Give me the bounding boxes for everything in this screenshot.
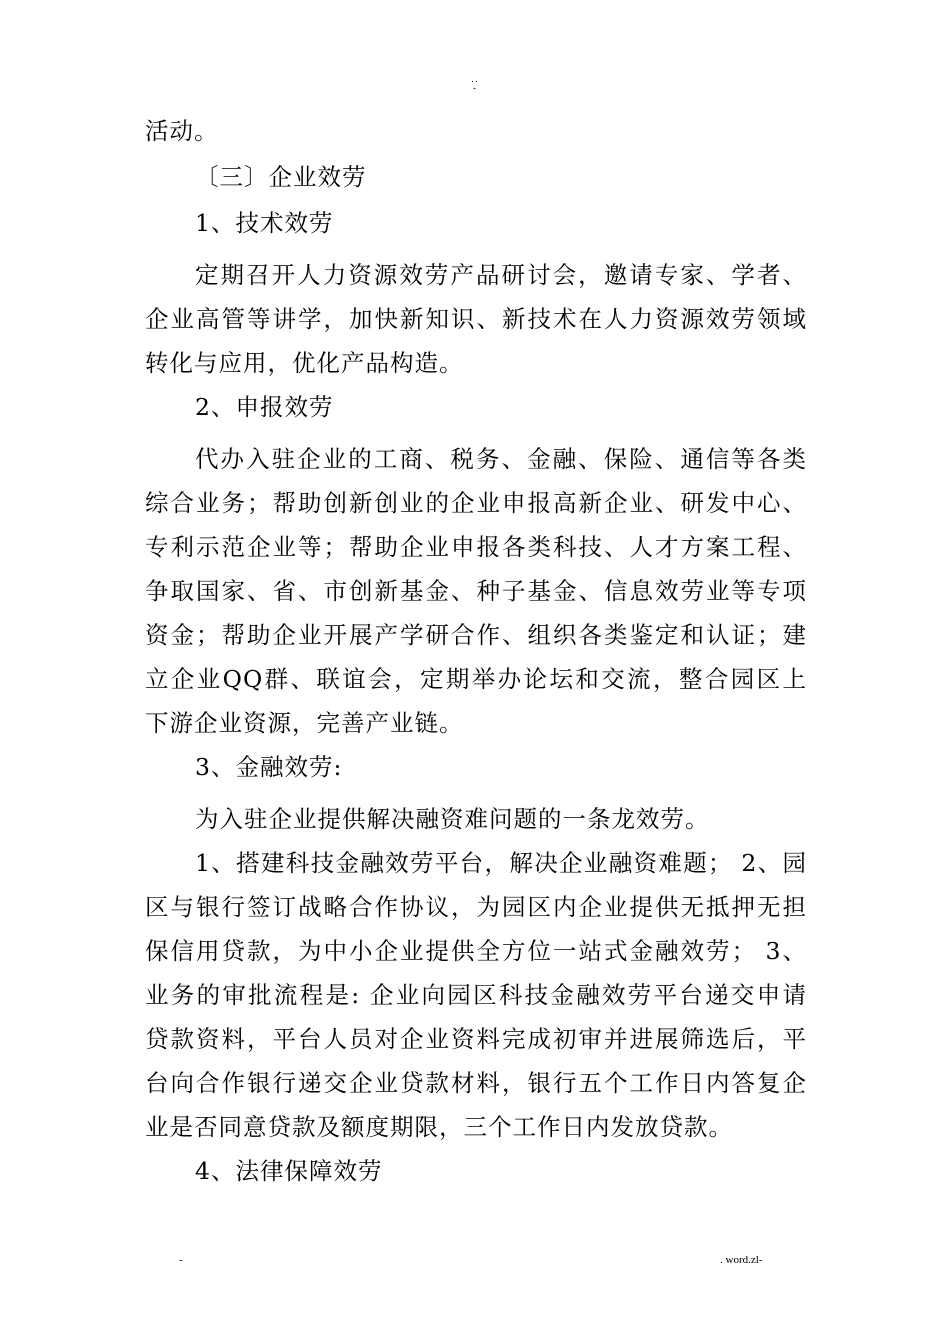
paragraph-line: 贷款资料，平台人员对企业资料完成初审并进展筛选后，平: [145, 1025, 807, 1053]
paragraph-line: 下游企业资源，完善产业链。: [145, 709, 464, 737]
header-mark-top: ..: [471, 75, 479, 85]
header-mark-bottom: -: [472, 84, 478, 94]
paragraph-line: 保信用贷款，为中小企业提供全方位一站式金融效劳； 3、: [145, 937, 807, 965]
paragraph-line: 资金；帮助企业开展产学研合作、组织各类鉴定和认证；建: [145, 621, 807, 649]
document-body: [145, 111, 807, 1197]
paragraph-line: 代办入驻企业的工商、税务、金融、保险、通信等各类: [195, 445, 807, 473]
paragraph-line: 转化与应用，优化产品构造。: [145, 349, 464, 377]
footer-watermark: . word.zl-: [720, 1254, 763, 1266]
paragraph-line: 专利示范企业等；帮助企业申报各类科技、人才方案工程、: [145, 533, 807, 561]
paragraph-line: 定期召开人力资源效劳产品研讨会，邀请专家、学者、: [195, 261, 807, 289]
subsection-heading: 3、金融效劳:: [195, 753, 343, 781]
header-mark: [0, 76, 950, 94]
paragraph-line: 1、搭建科技金融效劳平台，解决企业融资难题； 2、园: [195, 849, 807, 877]
text-line: 活动。: [145, 117, 219, 145]
paragraph-line: 业务的审批流程是: 企业向园区科技金融效劳平台递交申请: [145, 981, 807, 1009]
subsection-heading: 1、技术效劳: [195, 209, 334, 237]
paragraph-line: 业是否同意贷款及额度期限，三个工作日内发放贷款。: [145, 1113, 733, 1141]
paragraph-line: 为入驻企业提供解决融资难问题的一条龙效劳。: [195, 805, 710, 833]
paragraph-line: 区与银行签订战略合作协议，为园区内企业提供无抵押无担: [145, 893, 807, 921]
subsection-heading: 4、法律保障效劳: [195, 1157, 383, 1185]
paragraph-line: 企业高管等讲学，加快新知识、新技术在人力资源效劳领域: [145, 305, 807, 333]
paragraph-line: 争取国家、省、市创新基金、种子基金、信息效劳业等专项: [145, 577, 807, 605]
paragraph-line: 台向合作银行递交企业贷款材料，银行五个工作日内答复企: [145, 1069, 807, 1097]
paragraph-line: 立企业QQ群、联谊会，定期举办论坛和交流，整合园区上: [145, 665, 807, 693]
subsection-heading: 2、申报效劳: [195, 393, 334, 421]
footer-left-mark: -: [179, 1254, 183, 1266]
paragraph-line: 综合业务；帮助创新创业的企业申报高新企业、研发中心、: [145, 489, 807, 517]
section-heading: 〔三〕企业效劳: [195, 163, 367, 191]
